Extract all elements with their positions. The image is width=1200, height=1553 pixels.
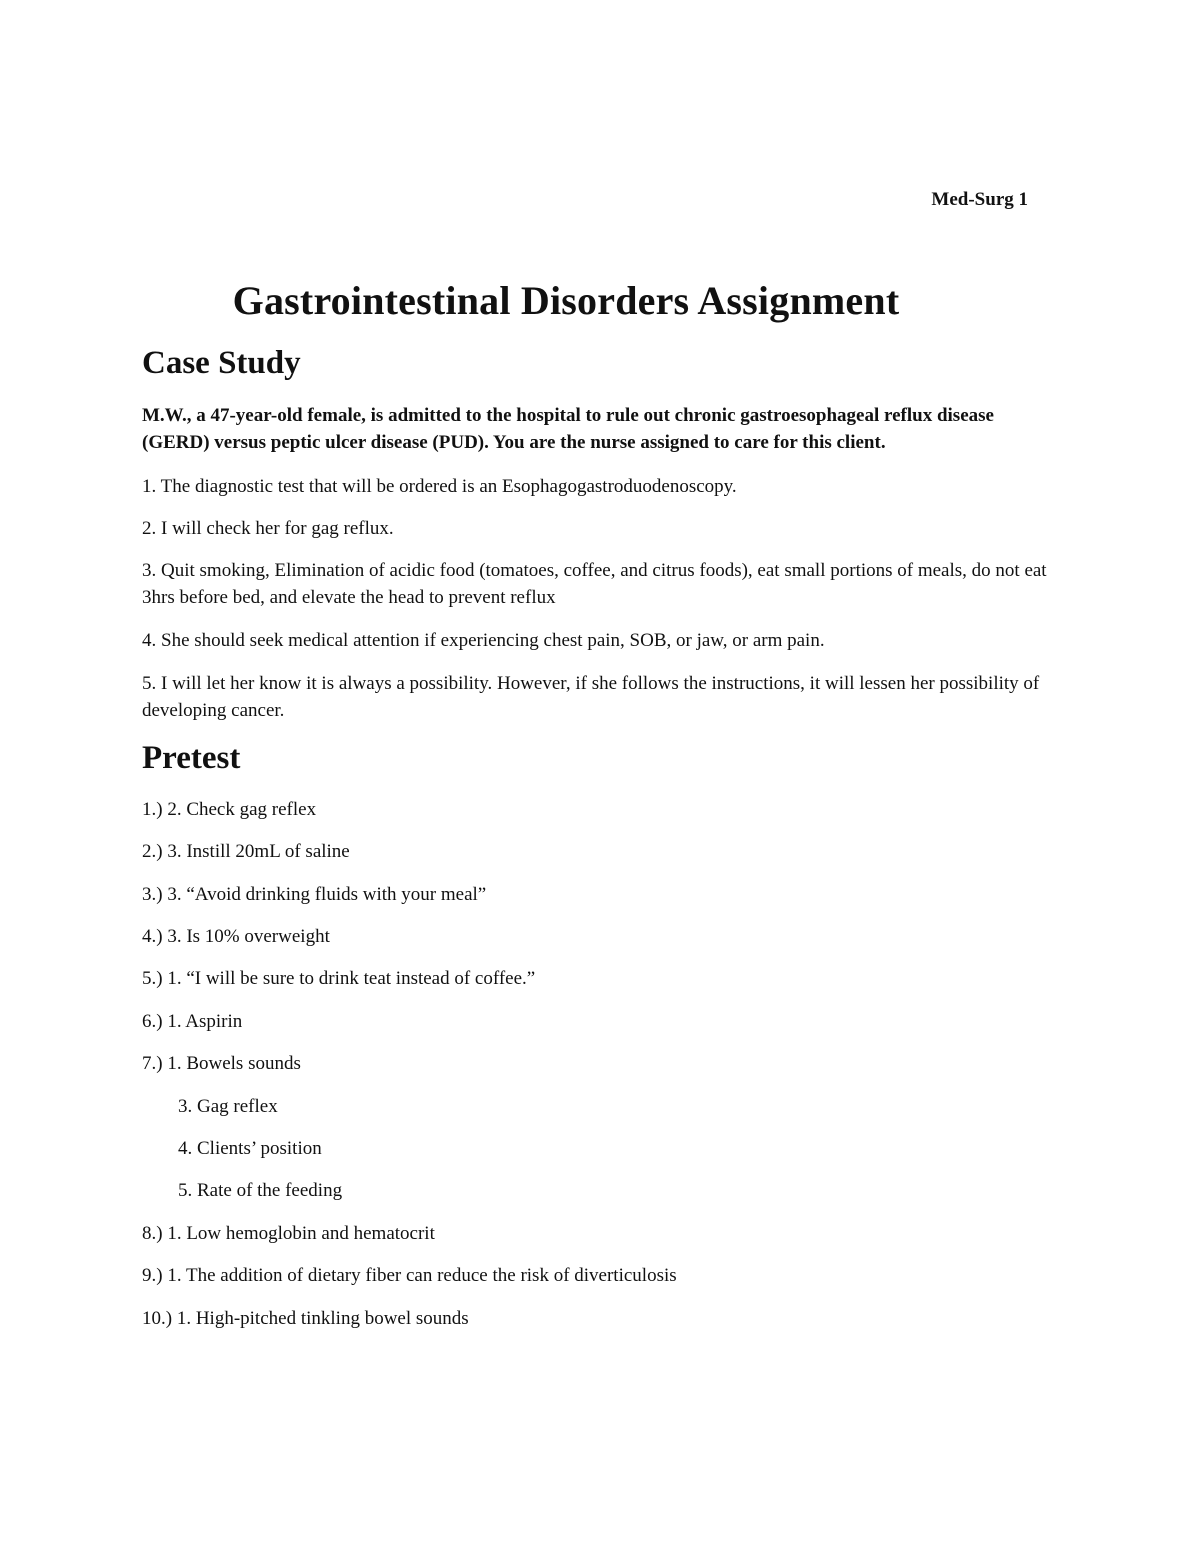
- case-answer-3: 3. Quit smoking, Elimination of acidic food (tomatoes, coffee, and citrus foods), eat small portions of meals, do not eat 3hrs before bed, and elevate the head to prevent reflux: [142, 560, 1047, 608]
- course-header: Med-Surg 1: [931, 189, 1028, 210]
- case-study-intro: M.W., a 47-year-old female, is admitted to the hospital to rule out chronic gastroesophageal reflux disease (GERD) versus peptic ulcer disease (PUD). You are the nurse assigned to care for this client.: [142, 405, 994, 453]
- pretest-answer-7-sub-3: 5. Rate of the feeding: [178, 1180, 343, 1201]
- pretest-answer-7-sub-1: 3. Gag reflex: [178, 1096, 278, 1117]
- pretest-answer-10: 10.) 1. High-pitched tinkling bowel sounds: [142, 1308, 469, 1329]
- pretest-heading: Pretest: [142, 740, 241, 776]
- pretest-answer-8: 8.) 1. Low hemoglobin and hematocrit: [142, 1223, 435, 1244]
- pretest-answer-6: 6.) 1. Aspirin: [142, 1011, 243, 1032]
- document-title: Gastrointestinal Disorders Assignment: [232, 278, 900, 323]
- pretest-answer-9: 9.) 1. The addition of dietary fiber can reduce the risk of diverticulosis: [142, 1265, 677, 1286]
- pretest-answer-2: 2.) 3. Instill 20mL of saline: [142, 841, 350, 862]
- case-study-heading: Case Study: [142, 345, 301, 381]
- pretest-answer-3: 3.) 3. “Avoid drinking fluids with your meal”: [142, 884, 487, 905]
- pretest-answer-4: 4.) 3. Is 10% overweight: [142, 926, 330, 947]
- case-answer-5: 5. I will let her know it is always a possibility. However, if she follows the instructions, it will lessen her possibility of developing cancer.: [142, 673, 1040, 721]
- pretest-answer-7-sub-2: 4. Clients’ position: [178, 1138, 322, 1159]
- case-answer-4: 4. She should seek medical attention if experiencing chest pain, SOB, or jaw, or arm pain.: [142, 630, 825, 651]
- pretest-answer-7: 7.) 1. Bowels sounds: [142, 1053, 301, 1074]
- pretest-answer-5: 5.) 1. “I will be sure to drink teat instead of coffee.”: [142, 968, 536, 989]
- case-answer-1: 1. The diagnostic test that will be ordered is an Esophagogastroduodenoscopy.: [142, 476, 737, 497]
- case-answer-2: 2. I will check her for gag reflux.: [142, 518, 394, 539]
- pretest-answer-1: 1.) 2. Check gag reflex: [142, 799, 317, 820]
